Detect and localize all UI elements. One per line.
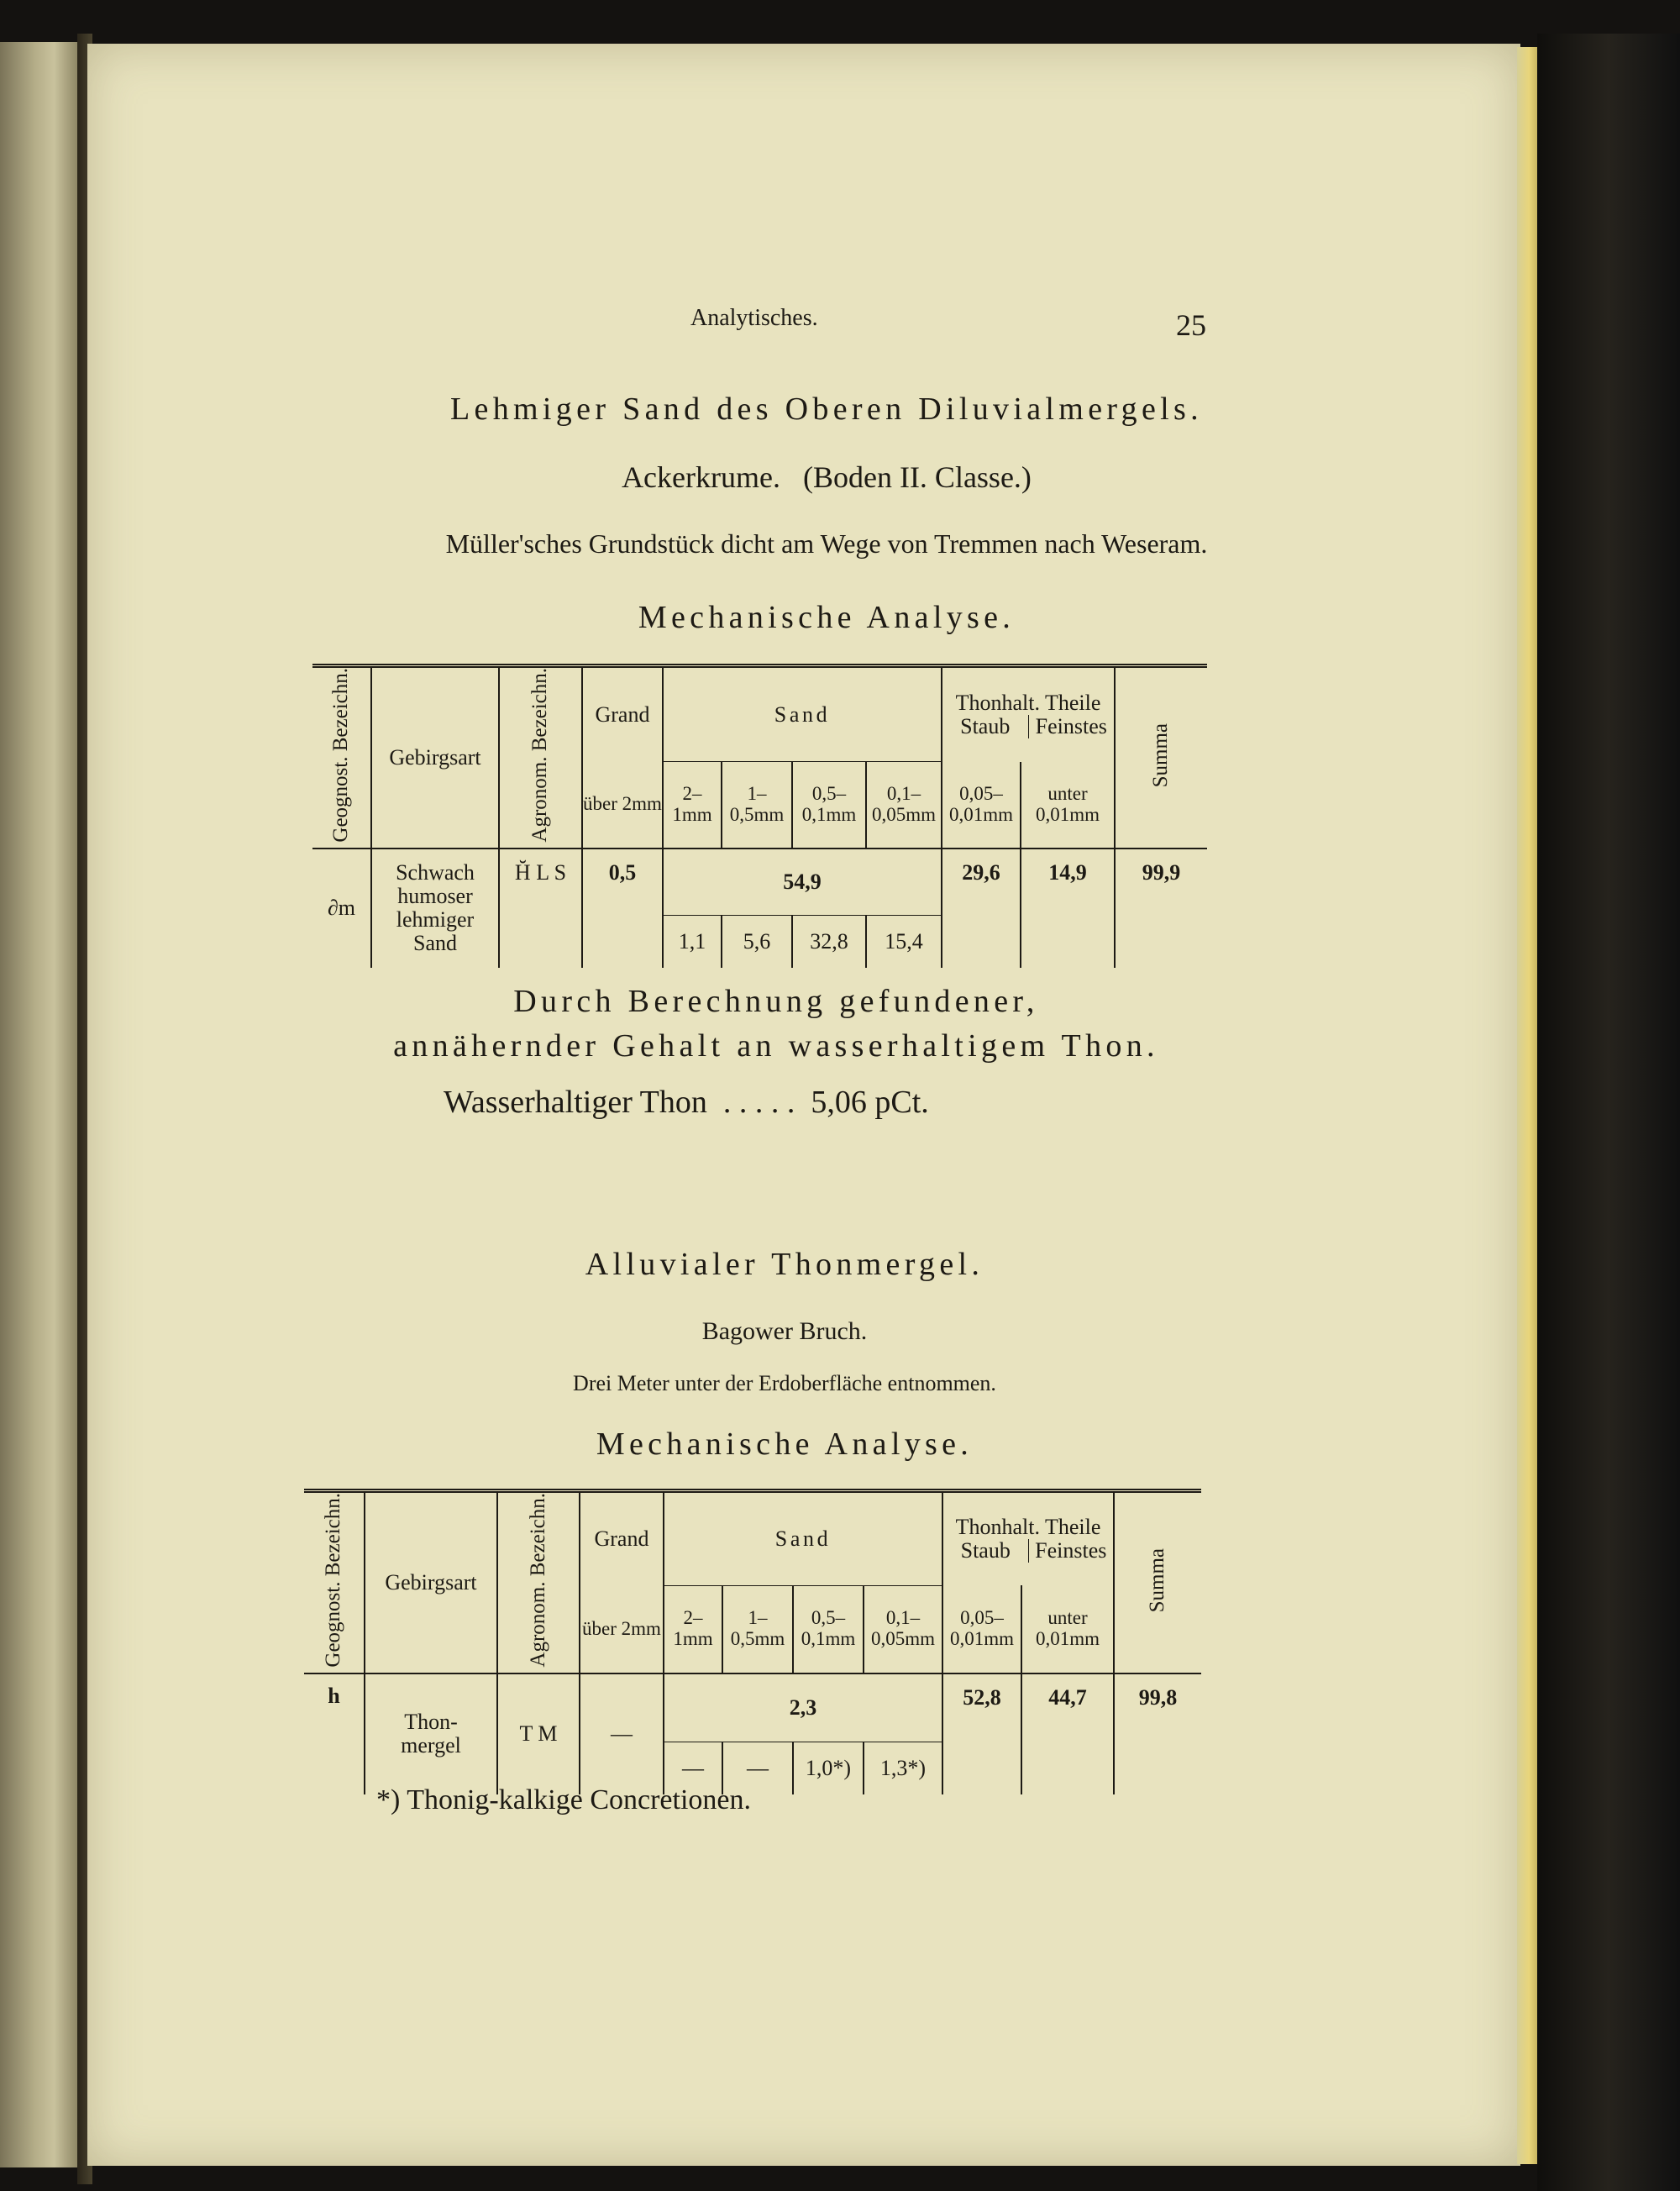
header-agronom: Agronom. Bezeichn. xyxy=(499,666,582,849)
wasser-value: 5,06 pCt. xyxy=(811,1085,929,1120)
cell-agronom: T M xyxy=(497,1673,580,1794)
calc-title-line-2: annähernder Gehalt an wasserhaltigem Thon. xyxy=(393,1028,1159,1064)
header-staub: Staub xyxy=(943,1539,1029,1563)
page-edges xyxy=(1517,47,1537,2164)
cell-feinstes: 14,9 xyxy=(1021,849,1115,968)
cell-sand-part-1: 1,1 xyxy=(663,916,722,968)
calc-title-line-1: Durch Berechnung gefundener, xyxy=(513,984,1039,1019)
header-thonhalt xyxy=(942,666,1115,762)
header-gebirgsart: Gebirgsart xyxy=(365,1491,497,1673)
header-staub-sub: 0,05–0,01mm xyxy=(942,1585,1021,1673)
footnote: *) Thonig-kalkige Concretionen. xyxy=(376,1784,751,1815)
header-sand-col-4: 0,1–0,05mm xyxy=(866,762,942,849)
cell-sand-part-4: 15,4 xyxy=(866,916,942,968)
section1-title: Lehmiger Sand des Oberen Diluvialmergels. xyxy=(450,391,1203,427)
header-grand: Grand xyxy=(580,1491,664,1586)
header-staub: Staub xyxy=(942,715,1029,738)
cell-sand-total: 2,3 xyxy=(664,1673,942,1742)
header-sand-col-2: 1–0,5mm xyxy=(722,1585,793,1673)
wasser-dots: . . . . . xyxy=(722,1085,795,1120)
section2-title: Alluvialer Thonmergel. xyxy=(585,1247,984,1282)
header-sand-col-3: 0,5–0,1mm xyxy=(792,762,866,849)
header-sand: Sand xyxy=(664,1491,942,1586)
running-header: Analytisches. xyxy=(690,305,818,331)
cell-feinstes: 44,7 xyxy=(1021,1673,1114,1794)
header-staub-sub: 0,05–0,01mm xyxy=(942,762,1021,849)
cell-gebirgsart: Thon-mergel xyxy=(365,1673,497,1794)
header-agronom: Agronom. Bezeichn. xyxy=(497,1491,580,1673)
wasser-label: Wasserhaltiger Thon xyxy=(444,1085,707,1120)
section2-note: Drei Meter unter der Erdoberfläche entnommen. xyxy=(573,1371,996,1395)
header-thonhalt-label: Thonhalt. Theile xyxy=(955,690,1101,715)
cell-geognost: ∂m xyxy=(312,849,371,968)
cell-sand-total: 54,9 xyxy=(663,849,942,916)
header-feinstes: Feinstes xyxy=(1035,1538,1107,1563)
cell-staub: 52,8 xyxy=(942,1673,1021,1794)
section2-subtitle: Bagower Bruch. xyxy=(701,1317,868,1345)
header-thonhalt xyxy=(942,1491,1114,1586)
cell-summa: 99,9 xyxy=(1142,859,1181,885)
cell-sand-part-3: 1,0*) xyxy=(793,1742,864,1794)
header-grand: Grand xyxy=(582,666,663,762)
cell-agronom: H̆ L S xyxy=(499,849,582,968)
header-summa: Summa xyxy=(1115,666,1207,849)
cell-staub: 29,6 xyxy=(942,849,1021,968)
cell-geognost: h xyxy=(304,1673,365,1794)
mechanical-analysis-table-2 xyxy=(304,1489,1201,1794)
section2-analysis-title: Mechanische Analyse. xyxy=(596,1427,974,1462)
header-gebirgsart: Gebirgsart xyxy=(371,666,499,849)
book-cover-edge xyxy=(1537,34,1680,2191)
cell-grand: — xyxy=(580,1673,664,1794)
header-summa: Summa xyxy=(1114,1491,1201,1673)
header-sand-col-1: 2–1mm xyxy=(663,762,722,849)
cell-sand-part-3: 32,8 xyxy=(792,916,866,968)
cell-sand-part-1: — xyxy=(664,1742,722,1794)
header-sand: Sand xyxy=(663,666,942,762)
cell-sand-part-4: 1,3*) xyxy=(864,1742,942,1794)
header-thonhalt-label: Thonhalt. Theile xyxy=(955,1515,1101,1540)
header-geognost: Geognost. Bezeichn. xyxy=(304,1491,365,1673)
header-feinstes: Feinstes xyxy=(1035,713,1107,738)
header-sand-col-3: 0,5–0,1mm xyxy=(793,1585,864,1673)
section1-location: Müller'sches Grundstück dicht am Wege von Tremmen nach Weseram. xyxy=(445,528,1208,559)
header-sand-col-1: 2–1mm xyxy=(664,1585,722,1673)
section1-analysis-title: Mechanische Analyse. xyxy=(638,600,1016,635)
cell-summa: 99,8 xyxy=(1138,1684,1178,1710)
wasser-line xyxy=(444,1084,929,1121)
cell-grand: 0,5 xyxy=(582,849,663,968)
header-sand-col-4: 0,1–0,05mm xyxy=(864,1585,942,1673)
left-page-edge xyxy=(0,42,82,2167)
header-feinstes-sub: unter 0,01mm xyxy=(1021,762,1115,849)
page-number: 25 xyxy=(1176,308,1206,342)
section1-subtitle: Ackerkrume. (Boden II. Classe.) xyxy=(622,460,1032,494)
header-grand-sub: über 2mm xyxy=(580,1585,664,1673)
cell-gebirgsart: Schwach humoser lehmiger Sand xyxy=(371,849,499,968)
header-grand-sub: über 2mm xyxy=(582,762,663,849)
cell-sand-part-2: 5,6 xyxy=(722,916,792,968)
cell-sand-part-2: — xyxy=(722,1742,793,1794)
mechanical-analysis-table-1 xyxy=(312,664,1207,968)
header-sand-col-2: 1–0,5mm xyxy=(722,762,792,849)
header-feinstes-sub: unter 0,01mm xyxy=(1021,1585,1114,1673)
header-geognost: Geognost. Bezeichn. xyxy=(312,666,371,849)
